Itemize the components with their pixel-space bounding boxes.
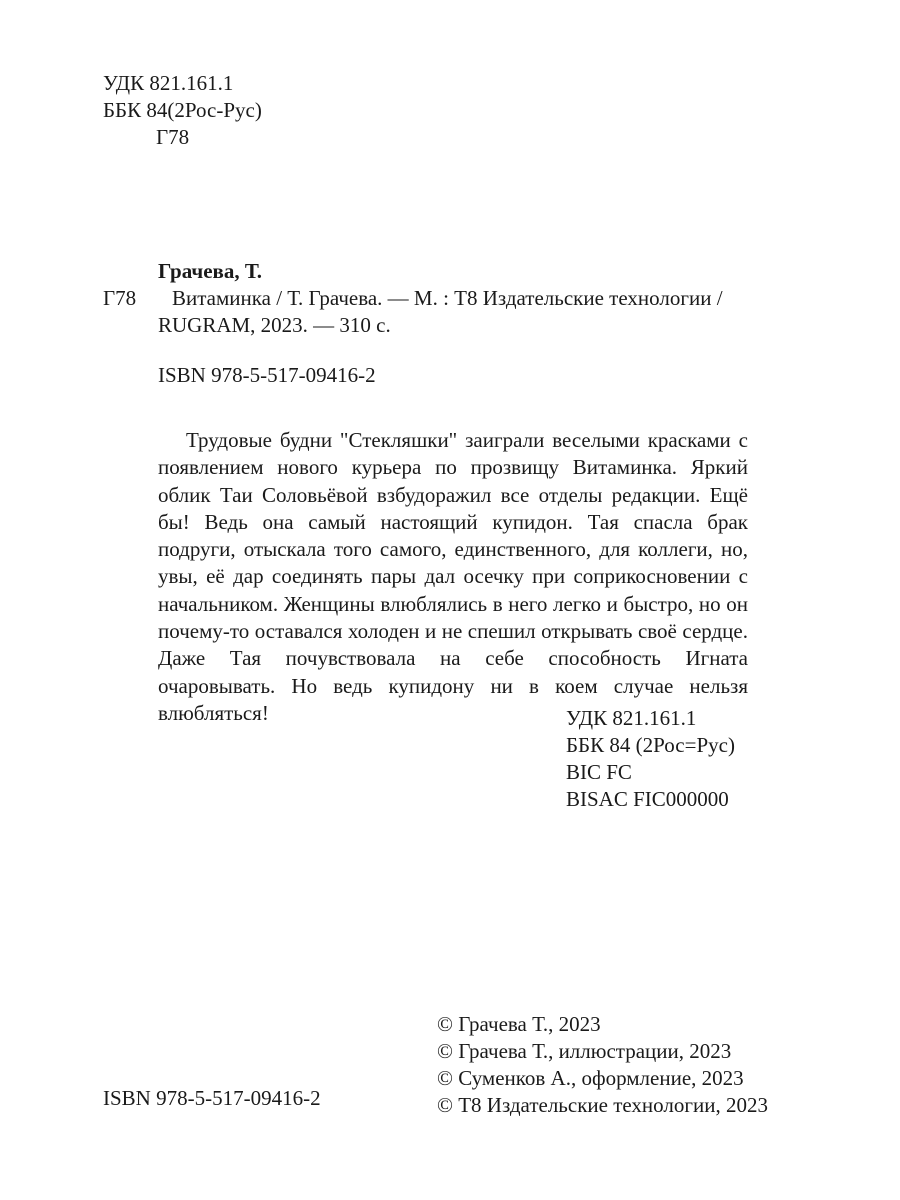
classification-bisac: BISAC FIC000000 [566, 786, 729, 811]
author-mark: Г78 [156, 124, 190, 149]
author-name: Грачева, Т. [158, 259, 263, 283]
annotation: Трудовые будни "Стекляшки" заиграли веселыми красками с появлением нового курьера по прозвищу Витаминка. Яркий облик Таи Соловьёвой взбудоражил все отделы редакции. Ещё бы! Ведь она самый настоящий купидон. Тая спасла брак подруги, отыскала того самого, единственного, для коллеги, но, увы, её дар соединять пары дал осечку при соприкосновении с начальником. Женщины влюблялись в него легко и быстро, но он почему-то оставался холоден и не спешил открывать своё сердце. Даже Тая почувствовала на себе способность Игната очаровывать. Но ведь купидону ни в коем случае нельзя влюбляться! [158, 428, 748, 725]
bib-author [158, 258, 262, 285]
classification-bic: BIC FC [566, 759, 632, 784]
classification-bbk: ББК 84 (2Рос=Рус) [566, 732, 735, 757]
copyright-line: © Суменков А., оформление, 2023 [437, 1065, 744, 1090]
udk-code: УДК 821.161.1 [103, 71, 234, 95]
copyright-line: © Грачева Т., иллюстрации, 2023 [437, 1038, 732, 1063]
copyright-block [437, 1011, 768, 1119]
footer-isbn: ISBN 978-5-517-09416-2 [103, 1086, 321, 1110]
footer-isbn-block [103, 1085, 321, 1112]
classification-udk: УДК 821.161.1 [566, 706, 697, 730]
bib-author-mark: Г78 [103, 286, 137, 310]
description-line-1: Витаминка / Т. Грачева. — М. : Т8 Издательские технологии / [172, 286, 723, 310]
classification-block [566, 705, 735, 813]
bib-description [158, 285, 723, 339]
copyright-line: © Грачева Т., 2023 [437, 1012, 601, 1036]
bib-mark [103, 285, 136, 312]
copyright-line: © Т8 Издательские технологии, 2023 [437, 1092, 768, 1117]
isbn-record: ISBN 978-5-517-09416-2 [158, 363, 376, 387]
description-line-2: RUGRAM, 2023. — 310 с. [158, 312, 391, 337]
bbk-code: ББК 84(2Рос-Рус) [103, 97, 262, 122]
header-codes [103, 70, 262, 151]
bib-isbn [158, 362, 376, 389]
